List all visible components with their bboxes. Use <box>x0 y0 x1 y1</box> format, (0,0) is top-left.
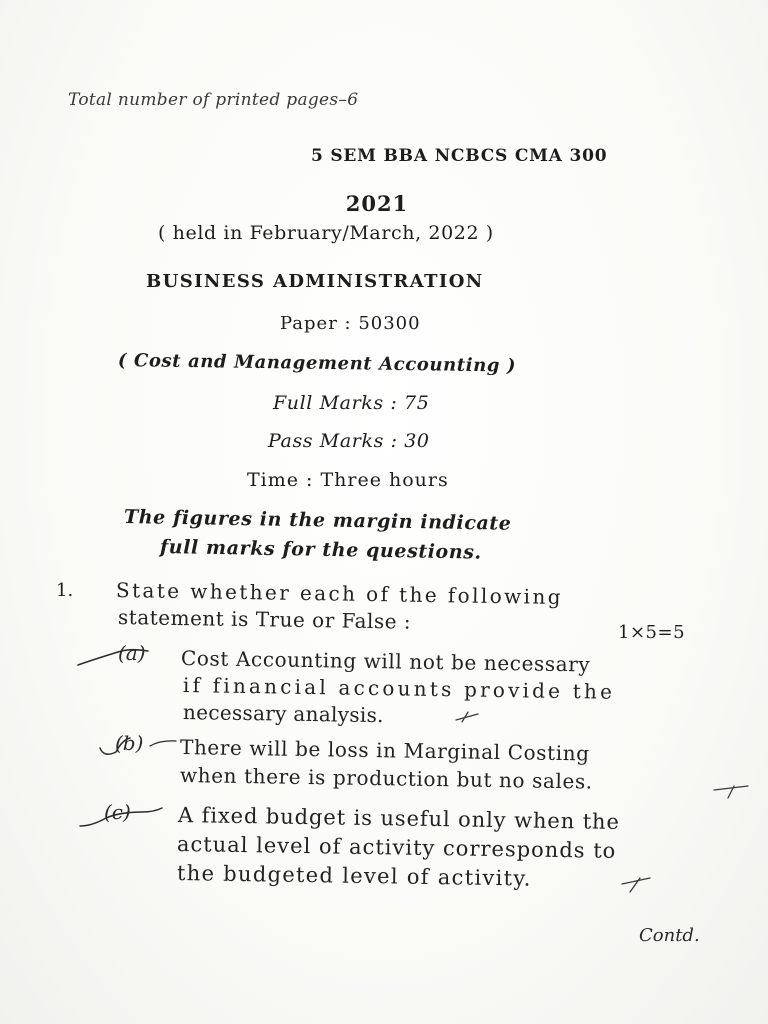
tick-mark-a <box>456 712 478 722</box>
question-prompt-line-2: statement is True or False : <box>117 605 412 634</box>
question-prompt-line-1: State whether each of the following <box>115 578 564 610</box>
tick-mark-c <box>622 878 650 892</box>
item-c-line-2: actual level of activity corresponds to <box>176 832 617 863</box>
paper-number: Paper : 50300 <box>280 313 421 334</box>
item-c-line-3: the budgeted level of activity. <box>176 861 532 891</box>
course-title: ( Cost and Management Accounting ) <box>117 350 517 377</box>
subject-title: BUSINESS ADMINISTRATION <box>146 271 484 292</box>
full-marks: Full Marks : 75 <box>273 392 430 414</box>
item-b-line-2: when there is production but no sales. <box>179 763 593 794</box>
item-label-c: (c) <box>104 800 131 824</box>
item-label-a: (a) <box>118 641 146 665</box>
item-b-line-1: There will be loss in Marginal Costing <box>179 735 590 766</box>
item-c-line-1: A fixed budget is useful only when the <box>177 803 620 834</box>
item-a-line-3: necessary analysis. <box>182 700 384 728</box>
course-code: 5 SEM BBA NCBCS CMA 300 <box>311 146 608 166</box>
pen-stroke-b2 <box>150 741 176 746</box>
item-label-b: (b) <box>115 731 144 755</box>
printed-pages-note: Total number of printed pages–6 <box>68 90 359 110</box>
exam-year: 2021 <box>345 191 409 216</box>
contd-note: Contd. <box>639 925 700 946</box>
question-number: 1. <box>56 580 74 601</box>
held-date: ( held in February/March, 2022 ) <box>158 222 494 244</box>
item-a-line-1: Cost Accounting will not be necessary <box>180 646 591 677</box>
exam-time: Time : Three hours <box>247 469 449 491</box>
instruction-line-2: full marks for the questions. <box>159 536 482 564</box>
instruction-line-1: The figures in the margin indicate <box>123 506 512 535</box>
pass-marks: Pass Marks : 30 <box>268 430 430 452</box>
question-marks: 1×5=5 <box>618 622 686 643</box>
item-a-line-2: if financial accounts provide the <box>182 673 616 704</box>
tick-mark-b <box>714 786 748 798</box>
